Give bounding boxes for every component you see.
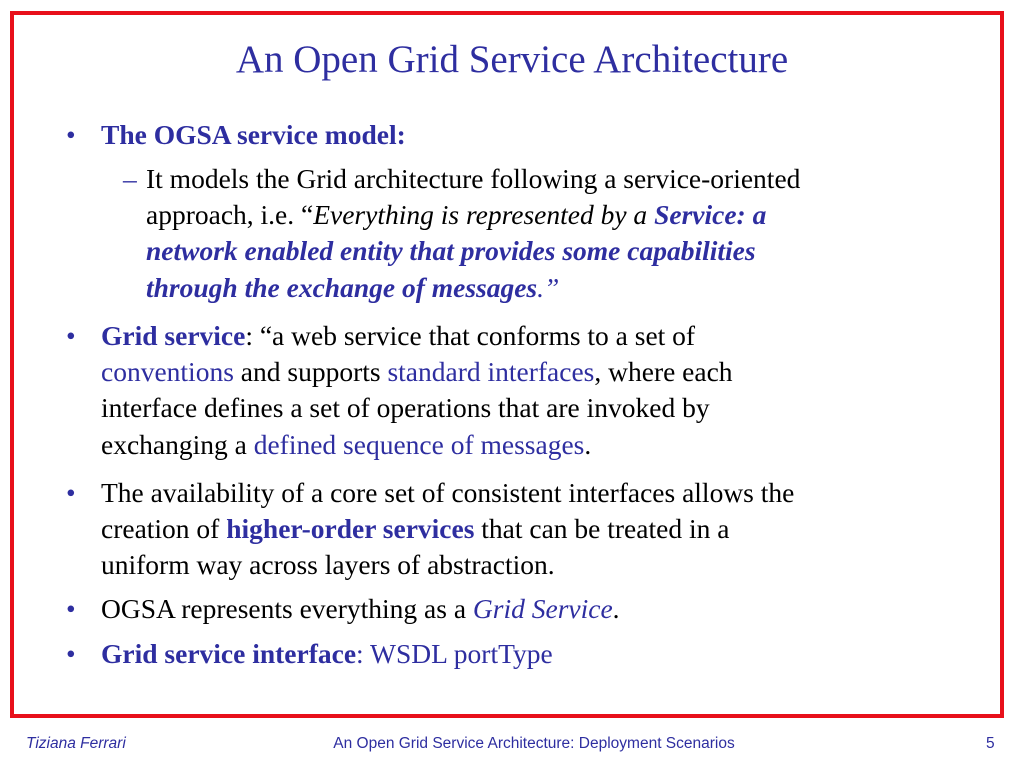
text-run: creation of [101, 513, 227, 544]
term-grid-service-interface: Grid service interface [101, 638, 357, 669]
bullet-grid-service-line-3: interface defines a set of operations that are invoked by [101, 392, 710, 423]
term-standard-interfaces: standard interfaces [387, 356, 595, 387]
sub-bullet-line-1: It models the Grid architecture following a service-oriented [146, 163, 801, 194]
bullet-grid-service-line-4 [101, 427, 591, 464]
bullet-grid-service-line-2 [101, 354, 733, 391]
text-run-service: Service [654, 199, 737, 230]
sub-bullet-marker: – [123, 163, 137, 194]
text-run: OGSA represents everything as a [101, 593, 473, 624]
text-run: exchanging a [101, 429, 254, 460]
bullet-marker: • [66, 320, 76, 351]
sub-bullet-line-4 [146, 270, 559, 307]
text-run: , where each [594, 356, 733, 387]
text-run: that can be treated in a [474, 513, 730, 544]
bullet-marker: • [66, 119, 76, 150]
term-defined-sequence: defined sequence of messages [253, 429, 585, 460]
text-run-definition: through the exchange of messages [146, 272, 538, 303]
sub-bullet-line-3: network enabled entity that provides some capabilities [146, 235, 756, 266]
footer-page-number: 5 [986, 735, 995, 752]
text-run: . [612, 593, 620, 624]
term-conventions: conventions [101, 356, 234, 387]
sub-bullet-line-2 [146, 197, 766, 234]
text-run: and supports [233, 356, 388, 387]
text-run-closing-quote: .” [537, 272, 560, 303]
bullet-grid-service-interface [101, 636, 553, 673]
text-run: approach, i.e. “ [146, 199, 314, 230]
text-run-wsdl: : WSDL portType [356, 638, 553, 669]
footer-author: Tiziana Ferrari [26, 735, 126, 752]
bullet-marker: • [66, 638, 76, 669]
footer-talk-title: An Open Grid Service Architecture: Deployment Scenarios [333, 735, 735, 752]
bullet-core-interfaces-line-3: uniform way across layers of abstraction. [101, 549, 555, 580]
bullet-ogsa-everything [101, 591, 620, 628]
bullet-marker: • [66, 477, 76, 508]
bullet-core-interfaces-line-2 [101, 511, 729, 548]
text-run-definition: : a [736, 199, 767, 230]
slide-title: An Open Grid Service Architecture [235, 38, 789, 81]
term-higher-order-services: higher-order services [226, 513, 475, 544]
text-run: . [584, 429, 592, 460]
text-run-italic: Everything is represented by a [313, 199, 655, 230]
text-run: : “a web service that conforms to a set of [245, 320, 696, 351]
bullet-core-interfaces-line-1: The availability of a core set of consistent interfaces allows the [101, 477, 795, 508]
term-grid-service: Grid service [101, 320, 246, 351]
bullet-ogsa-service-model: The OGSA service model: [101, 119, 406, 150]
term-grid-service-italic: Grid Service [472, 593, 613, 624]
bullet-marker: • [66, 593, 76, 624]
bullet-grid-service-line-1 [101, 318, 695, 355]
